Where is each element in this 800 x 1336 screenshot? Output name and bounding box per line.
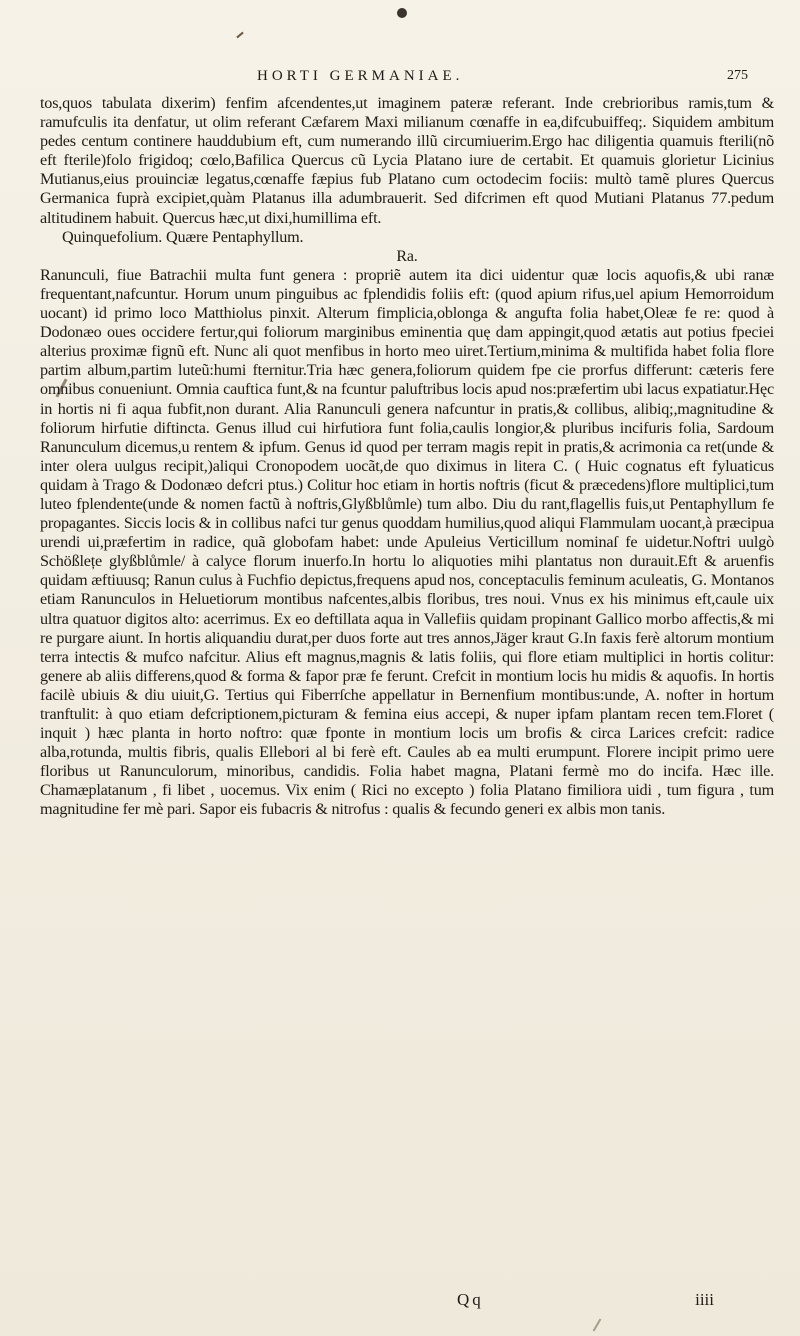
paragraph-quercus: tos,quos tabulata dixerim) fenfim afcendentes,ut imaginem pateræ referant. Inde crebrioribus ramis,tum & ramufculis ita denfatur, ut olim referant Cæfarem Maxi milianum cœnaffe in ea,difcubuiffeq;. Siquidem ambitum pedes centum continere hauddubium eft, cum numerando illũ circumiuerim.Ergo hac diligentia quamuis fterili(nõ eft fterile)folo frigidoq; cœlo,Bafilica Quercus cũ Lycia Platano iure de certabit. Et quamuis glorietur Licinius Mutianus,eius prouinciæ legatus,cœnaffe fæpius fub Platano cum octodecim fociis: multò tamẽ plures Quercus Germanica fuprà excipiet,quàm Platanus illa adumbrauerit. Sed difcrimen eft quod Mutiani Platanus 77.pedum altitudinem habuit. Quercus hæc,ut dixi,humillima eft. bbox=[40, 94, 774, 227]
catchword: iiii bbox=[695, 1290, 714, 1309]
ink-dot-mark bbox=[397, 8, 407, 18]
page-footer bbox=[52, 1290, 748, 1314]
running-title: HORTI GERMANIAE. bbox=[257, 68, 464, 84]
corner-pen-mark bbox=[593, 1318, 602, 1331]
paragraph-ranunculi: Ranunculi, fiue Batrachii multa funt genera : propriẽ autem ita dici uidentur quæ locis aquofis,& ubi ranæ frequentant,nafcuntur. Horum unum pinguibus ac fplendidis foliis eft: (quod apium rifus,uel apium Hemorroidum uocant) id primo loco Matthiolus pinxit. Alterum fimplicia,oblonga & angufta folia habet,Oleæ fe re: quod à Dodonæo oues occidere fertur,qui foliorum marginibus eminentia quę dam appingit,quod ætatis aut potius fpeciei alterius proximæ fignũ eft. Nunc ali quot menfibus in horto meo uiret.Tertium,minima & multifida habet folia flore partim album,partim luteũ:humi fternitur.Tria hæc genera,foliorum quidem fpe cie prorfus differunt: cæteris fere omnibus conueniunt. Omnia cauftica funt,& na fcuntur paluftribus locis apud nos:præfertim ubi lacus expatiatur.Hęc in hortis ni fi aqua fubfit,non durant. Alia Ranunculi genera nafcuntur in pratis,& collibus, alibiq;,magnitudine & foliorum hirfutie diftincta. Genus illud cui hirfutiora funt folia,caulis longior,& pluribus incifuris folia, Sardoum Ranunculum dicemus,u rentem & ipfum. Genus id quod per terram magis repit in pratis,& acrimonia ca ret(unde & inter olera uulgus recipit,)aliqui Cronopodem uocãt,de quo diximus in litera C. ( Huic cognatus eft fyluaticus quidam à Trago & Dodonæo defcri ptus.) Colitur hoc etiam in hortis noftris (ficut & præcedens)flore multiplici,tum luteo fplendente(unde & nomen factũ à noftris,Glyßblůmle) tum albo. Diu du rant,flagellis fuis,ut Pentaphyllum fe propagantes. Siccis locis & in collibus nafci tur genus quoddam humilius,quod aliqui Flammulam uocant,à præcipua urendi ui,præfertim in radice, quã globofam habet: unde Apuleius Verticillum nominaſ fe uidetur.Noftri uulgò Schößlețe glyßblůmle/ à calyce florum inuerfo.In hortu lo aliquoties mihi plantatus non durauit.Eft & aruenfis quidam æftiuusq; Ranun culus à Fuchfio depictus,frequens apud nos, conceptaculis feminum aculeatis, G. Montanos etiam Ranunculos in Heluetiorum montibus nafcentes,albis floribus, tres noui. Vnus ex his minimus eft,caule uix ultra quatuor digitos alto: acerrimus. Ex eo deftillata aqua in Vallefiis quidam propinant Gallico morbo affectis,& mi re purgare aiunt. In hortis aliquandiu durat,per duos forte aut tres annos,Jäger kraut G.In faxis ferè altorum montium terra intectis & mufco nafcitur. Alius eft magnus,magnis & latis foliis, qui flore etiam multiplici in hortis colitur: genere ab aliis differens,quod & forma & fapor præ fe ferunt. Crefcit in montium locis hu midis & aquofis. In hortis facilè ubiuis & diu uiuit,G. Tertius qui Fiberrſche appellatur in Bernenfium montibus:unde, A. nofter in hortum tranftulit: à quo etiam defcriptionem,picturam & femina eius accepi, & nuper ipfam plantam recen tem.Floret ( inquit ) hæc planta in horto noftro: quæ fponte in montium locis um brofis & circa Larices crefcit: radice alba,rotunda, multis fibris, qualis Ellebori al bi ferè eft. Caules ab ea multi erumpunt. Florere incipit primo uere floribus ut Ranunculorum, minoribus, candidis. Folia habet magna, Platani fermè mo do incifa. Hæc ille. Chamæplatanum , fi libet , uocemus. Vix enim ( Rici no excepto ) folia Platano fimiliora uidi , tum figura , tum magnitudine fer mè pari. Sapor eis fubacris & nitrofus : qualis & fecundo generi ex albis mon tanis. bbox=[40, 265, 774, 819]
running-header bbox=[52, 68, 748, 90]
text-body bbox=[40, 94, 774, 820]
section-letter: Ra. bbox=[396, 247, 418, 265]
pencil-tick-mark bbox=[236, 32, 243, 39]
entry-quinquefolium: Quinquefolium. Quære Pentaphyllum. bbox=[62, 227, 304, 246]
page-number: 275 bbox=[727, 68, 748, 83]
signature-mark: Qq bbox=[457, 1290, 484, 1309]
